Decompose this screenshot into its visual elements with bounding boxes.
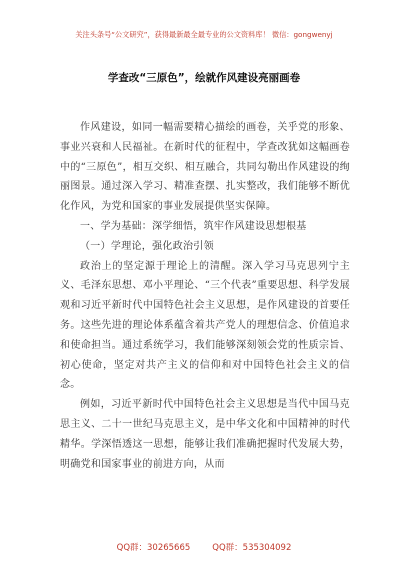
section-heading: 一、学为基础：深学细悟，筑牢作风建设思想根基 [80, 220, 307, 232]
footer-qq-group-1: QQ群：30265665 [116, 543, 191, 553]
header-promo-note: 关注头条号“公文研究”，获得最新最全最专业的公文资料库！ 微信：gongwenyj [75, 30, 333, 39]
body-paragraph: 政治上的坚定源于理论上的清醒。深入学习马克思列宁主义、毛泽东思想、邓小平理论、“三个代表”重要思想、科学发展观和习近平新时代中国特色社会主义思想，是作风建设的首要任务。这些先进的理论体系蕴含着共产党人的理想信念、价值追求和使命担当。通过系统学习，我们能够深刻领会党的性质宗旨、初心使命，坚定对共产主义的信仰和对中国特色社会主义的信念。 [60, 260, 350, 391]
document-body [60, 118, 350, 474]
document-title: 学查改“三原色”，绘就作风建设亮丽画卷 [107, 72, 301, 84]
body-paragraph-example: 例如，习近平新时代中国特色社会主义思想是当代中国马克思主义、二十一世纪马克思主义，是中华文化和中国精神的时代精华。学深悟透这一思想，能够让我们准确把握时代发展大势，明确党和国家事业的前进方向，从而 [60, 399, 350, 470]
subsection-heading: （一）学理论，强化政治引领 [80, 240, 214, 252]
footer-qq-group-2: QQ群：535304092 [212, 543, 292, 553]
intro-paragraph: 作风建设，如同一幅需要精心描绘的画卷，关乎党的形象、事业兴衰和人民福祉。在新时代的征程中，学查改犹如这幅画卷中的“三原色”，相互交织、相互融合，共同勾勒出作风建设的绚丽图景。通过深入学习、精准查摆、扎实整改，我们能够不断优化作风，为党和国家的事业发展提供坚实保障。 [60, 122, 350, 213]
footer-contact [0, 541, 408, 553]
